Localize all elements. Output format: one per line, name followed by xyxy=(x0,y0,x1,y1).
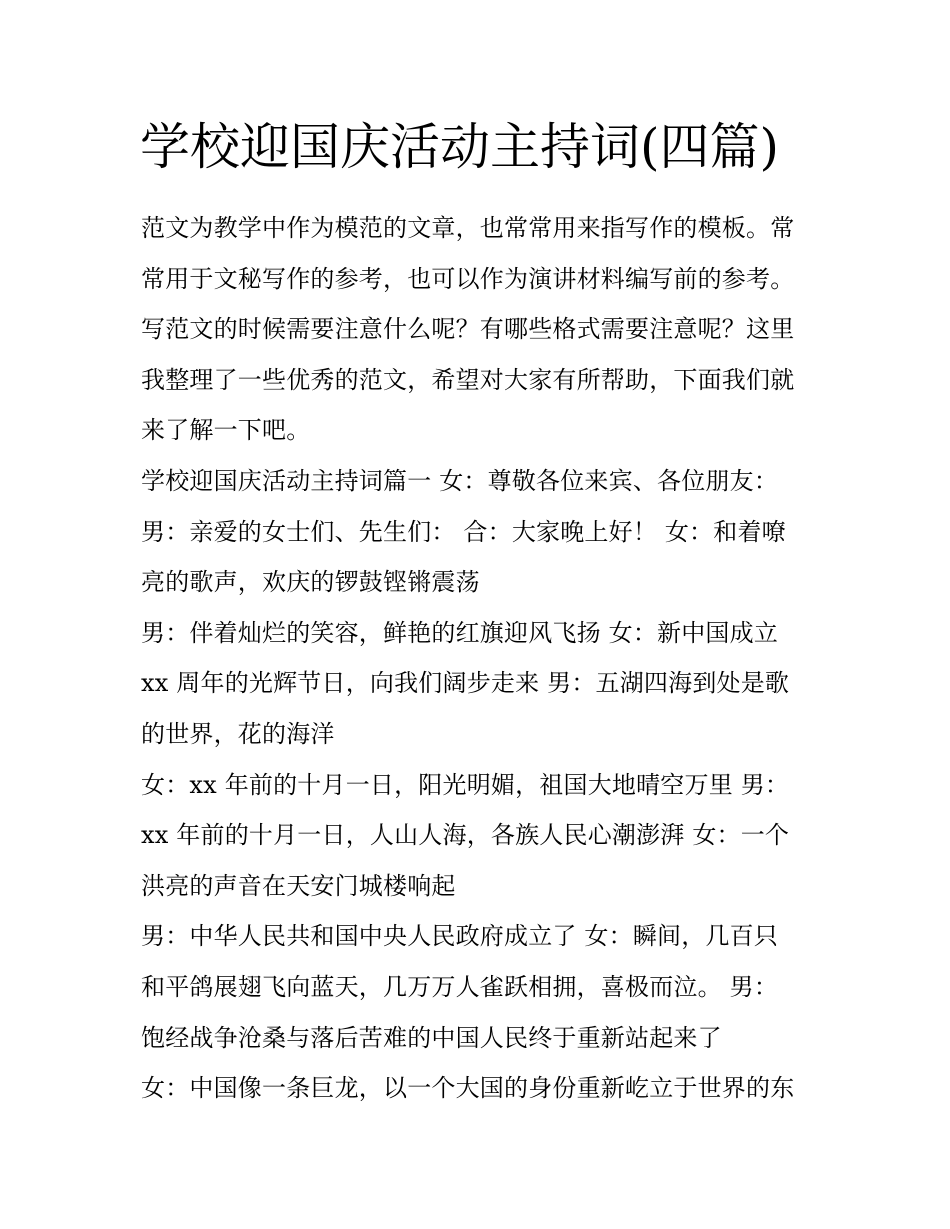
body-line: 女：xx 年前的十月一日，阳光明媚，祖国大地晴空万里 男： xyxy=(141,770,790,799)
body-line: 来了解一下吧。 xyxy=(141,416,311,445)
body-line: 洪亮的声音在天安门城楼响起 xyxy=(141,871,456,900)
body-line: xx 年前的十月一日，人山人海，各族人民心潮澎湃 女：一个 xyxy=(141,821,790,850)
body-line: 范文为教学中作为模范的文章，也常常用来指写作的模板。常 xyxy=(141,214,795,242)
body-line: 的世界，花的海洋 xyxy=(141,719,335,748)
document-body xyxy=(141,203,821,1114)
body-line: 常用于文秘写作的参考，也可以作为演讲材料编写前的参考。 xyxy=(141,264,795,293)
document-title: 学校迎国庆活动主持词(四篇) xyxy=(140,118,780,176)
body-line: 我整理了一些优秀的范文，希望对大家有所帮助，下面我们就 xyxy=(141,365,795,394)
body-line: 学校迎国庆活动主持词篇一 女：尊敬各位来宾、各位朋友： xyxy=(141,466,779,495)
body-line: 男：中华人民共和国中央人民政府成立了 女：瞬间，几百只 xyxy=(141,922,779,951)
body-line: 男：亲爱的女士们、先生们： 合：大家晚上好！ 女：和着嘹 xyxy=(141,517,786,546)
body-line: 亮的歌声，欢庆的锣鼓铿锵震荡 xyxy=(141,568,480,597)
body-line: 饱经战争沧桑与落后苦难的中国人民终于重新站起来了 xyxy=(141,1023,722,1052)
body-line: 写范文的时候需要注意什么呢？有哪些格式需要注意呢？这里 xyxy=(141,315,795,344)
body-line: 女：中国像一条巨龙，以一个大国的身份重新屹立于世界的东 xyxy=(141,1074,795,1103)
body-line: 和平鸽展翅飞向蓝天，几万万人雀跃相拥，喜极而泣。 男： xyxy=(141,972,779,1001)
body-line: xx 周年的光辉节日，向我们阔步走来 男：五湖四海到处是歌 xyxy=(141,669,790,698)
body-line: 男：伴着灿烂的笑容，鲜艳的红旗迎风飞扬 女：新中国成立 xyxy=(141,618,779,647)
